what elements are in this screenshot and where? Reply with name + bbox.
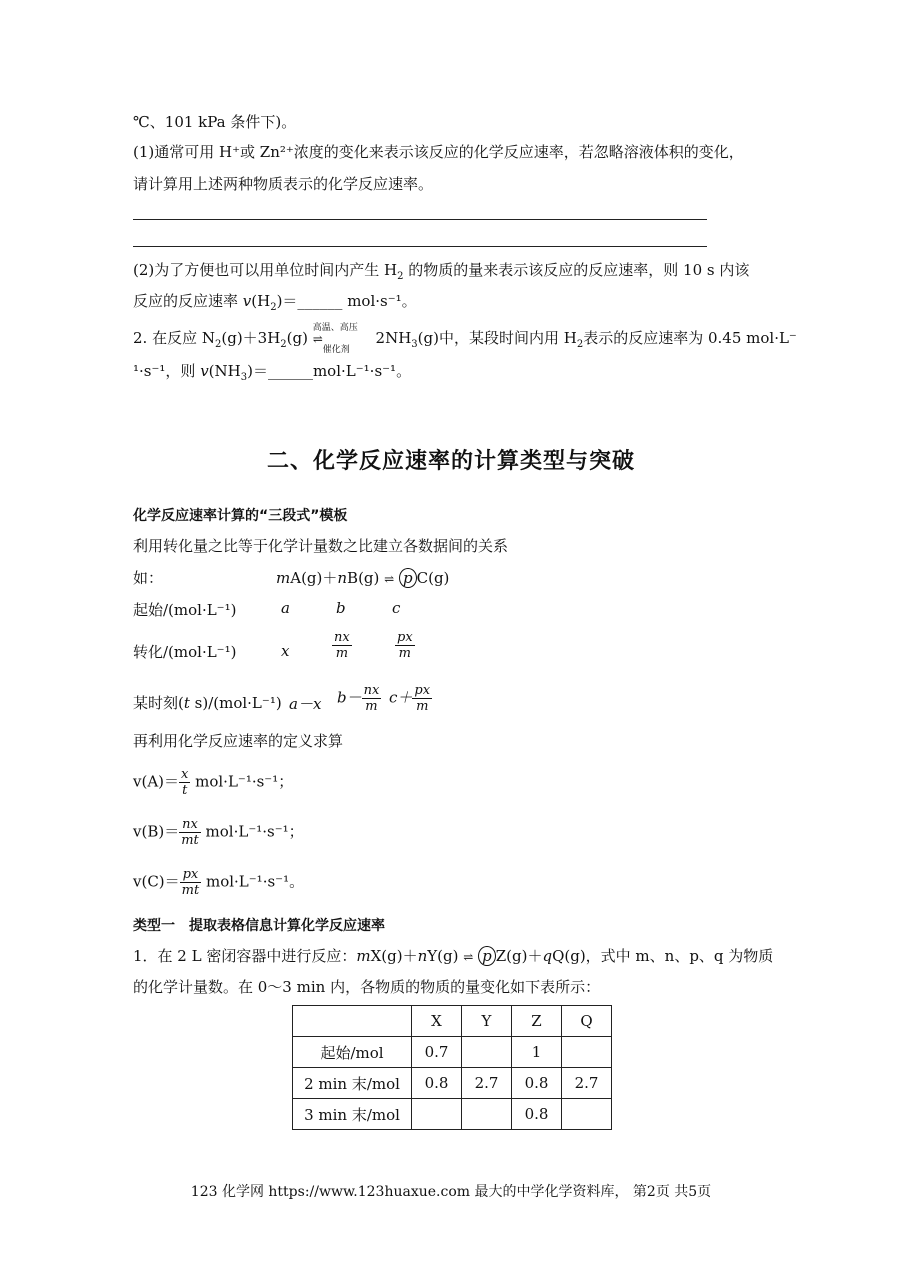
table-header-cell: Q xyxy=(562,1006,612,1037)
data-table xyxy=(292,1005,612,1130)
answer-line-1 xyxy=(133,219,707,220)
template-description: 利用转化量之比等于化学计量数之比建立各数据间的关系 xyxy=(133,537,509,555)
template-title: 化学反应速率计算的“三段式”模板 xyxy=(133,508,348,524)
table-cell xyxy=(562,1099,612,1130)
table-header-cell: X xyxy=(412,1006,462,1037)
question-2-line2: 反应的反应速率 $v(H_2)=\_\_\_\_\_\_$ mol·s⁻¹。 xyxy=(133,292,417,313)
table-row xyxy=(293,1037,612,1068)
table-header-cell: Y xyxy=(462,1006,512,1037)
question-1-line2: 请计算用上述两种物质表示的化学反应速率。 xyxy=(133,175,434,193)
table-cell xyxy=(562,1037,612,1068)
page-footer: 123 化学网 https://www.123huaxue.com 最大的中学化学资料库， 第2页 共5页 xyxy=(190,1184,712,1200)
row-time-c: c＋ $\frac{px}{m}$ xyxy=(389,683,431,714)
table-cell xyxy=(462,1099,512,1130)
rate-a: v(A)＝ $\frac{x}{t}$ mol·L⁻¹·s⁻¹； xyxy=(133,767,294,798)
table-cell: 1 xyxy=(512,1037,562,1068)
table-cell: 起始/mol xyxy=(293,1037,412,1068)
question-3-line2: 的化学计量数。在 0～3 min 内，各物质的物质的量变化如下表所示： xyxy=(133,978,601,996)
table-header-cell: Z xyxy=(512,1006,562,1037)
table-cell: 3 min 末/mol xyxy=(293,1099,412,1130)
row-change-x: x xyxy=(281,642,290,660)
table-cell: 0.8 xyxy=(512,1099,562,1130)
row-start-b: b xyxy=(336,599,346,617)
type-1-heading: 类型一 提取表格信息计算化学反应速率 xyxy=(133,918,385,934)
example-label: 如： xyxy=(133,569,164,587)
row-time-b: b－ $\frac{nx}{m}$ xyxy=(337,683,380,714)
rate-b: v(B)＝ $\frac{nx}{mt}$ mol·L⁻¹·s⁻¹； xyxy=(133,817,304,848)
section-title: 二、化学反应速率的计算类型与突破 xyxy=(266,449,635,474)
row-change-label: 转化/(mol·L⁻¹) xyxy=(133,643,237,661)
table-cell: 2 min 末/mol xyxy=(293,1068,412,1099)
answer-line-2 xyxy=(133,246,707,247)
redefine-text: 再利用化学反应速率的定义求算 xyxy=(133,732,344,750)
problem-2-line2: ¹·s⁻¹，则 $v(NH_3)=\_\_\_\_\_\_mol\cdot L^{-1}\cdot s^{-1}$。 xyxy=(133,362,412,383)
row-start-label: 起始/(mol·L⁻¹) xyxy=(133,601,237,619)
question-3-line1: 1．在 2 L 密闭容器中进行反应：mX(g)＋nY(g) ⇌ p Z(g)＋qQ(g)，式中 m、n、p、q 为物质 xyxy=(133,947,774,965)
table-cell: 0.8 xyxy=(412,1068,462,1099)
table-cell xyxy=(462,1037,512,1068)
row-time-label: 某时刻(t s)/(mol·L⁻¹) xyxy=(133,694,282,712)
table-cell: 0.8 xyxy=(512,1068,562,1099)
table-row xyxy=(293,1099,612,1130)
row-time-a-x: a－x xyxy=(289,695,322,713)
text-condition: ℃、101 kPa 条件下)。 xyxy=(133,113,297,131)
reversible-arrow-icon: ⇌ xyxy=(384,572,395,586)
table-cell: 0.7 xyxy=(412,1037,462,1068)
rate-c: v(C)＝ $\frac{px}{mt}$ mol·L⁻¹·s⁻¹。 xyxy=(133,867,305,898)
table-cell: 2.7 xyxy=(562,1068,612,1099)
question-1-line1: (1)通常可用 H⁺或 Zn²⁺浓度的变化来表示该反应的化学反应速率，若忽略溶液体积的变化， xyxy=(133,143,744,161)
table-row xyxy=(293,1068,612,1099)
problem-2-line1: 2. 在反应 $N_2(g)+3H_2(g)$ 高温、高压 ⇌ 催化剂 $2NH_3(g)$中，某段时间内用 $H_2$表示的反应速率为 0.45 mol·L⁻ xyxy=(133,323,797,355)
reversible-arrow-icon: ⇌ xyxy=(463,950,474,964)
row-change-px-fraction: $\frac{px}{m}$ xyxy=(397,630,413,661)
reversible-arrow-icon: 高温、高压 ⇌ 催化剂 xyxy=(312,323,358,355)
row-start-a: a xyxy=(281,599,290,617)
table-cell xyxy=(412,1099,462,1130)
row-change-nx-fraction: $\frac{nx}{m}$ xyxy=(334,630,350,661)
table-header-cell xyxy=(293,1006,412,1037)
table-cell: 2.7 xyxy=(462,1068,512,1099)
table-header-row xyxy=(293,1006,612,1037)
example-equation: mA(g)＋nB(g) ⇌ p C(g) xyxy=(276,569,450,587)
question-2-line1: (2)为了方便也可以用单位时间内产生 $H_2$ 的物质的量来表示该反应的反应速率，则 10 s 内该 xyxy=(133,261,750,282)
row-start-c: c xyxy=(392,599,401,617)
